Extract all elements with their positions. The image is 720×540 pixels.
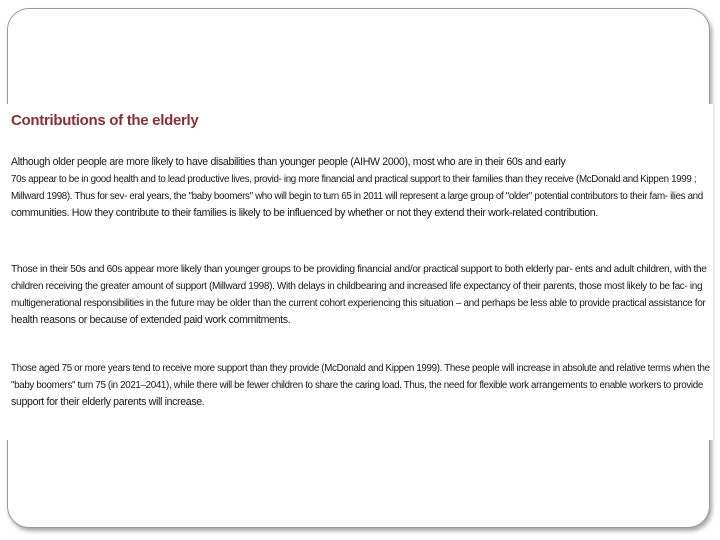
paragraph-2 xyxy=(11,261,711,329)
text-line: health reasons or because of extended paid work commitments. xyxy=(11,314,291,326)
text-line: children receiving the greater amount of support (Millward 1998). With delays in childbearing and increased life expectancy of their parents, those most likely to be fac- ing xyxy=(11,281,703,292)
text-line: Those in their 50s and 60s appear more likely than younger groups to be providing financial and/or practical support to both elderly par- ents and adult children, with the xyxy=(11,264,707,275)
text-line: Millward 1998). Thus for sev- eral years, the "baby boomers" who will begin to turn 65 in 2011 will represent a large group of "older" potential contributors to their fam- ilies and xyxy=(11,191,703,202)
paragraph-1 xyxy=(11,154,711,222)
paragraph-3 xyxy=(11,360,711,411)
text-line: Although older people are more likely to have disabilities than younger people (AIHW 2000), most who are in their 60s and early xyxy=(11,156,566,168)
text-line: 70s appear to be in good health and to lead productive lives, provid- ing more financial and practical support to their families than they receive (McDonald and Kippen 1999 ; xyxy=(11,174,697,185)
text-line: support for their elderly parents will increase. xyxy=(11,396,205,408)
text-line: "baby boomers" turn 75 (in 2021–2041), while there will be fewer children to share the caring load. Thus, the need for flexible work arrangements to enable workers to provide xyxy=(11,380,703,391)
text-line: multigenerational responsibilities in the future may be older than the current cohort experiencing this situation – and perhaps be less able to provide practical assistance for xyxy=(11,298,706,309)
text-line: Those aged 75 or more years tend to receive more support than they provide (McDonald and Kippen 1999). These people will increase in absolute and relative terms when the xyxy=(11,363,710,374)
document-title: Contributions of the elderly xyxy=(11,112,199,129)
document-image xyxy=(3,104,713,440)
text-line: communities. How they contribute to their families is likely to be influenced by whether or not they extend their work-related contribution. xyxy=(11,207,598,219)
